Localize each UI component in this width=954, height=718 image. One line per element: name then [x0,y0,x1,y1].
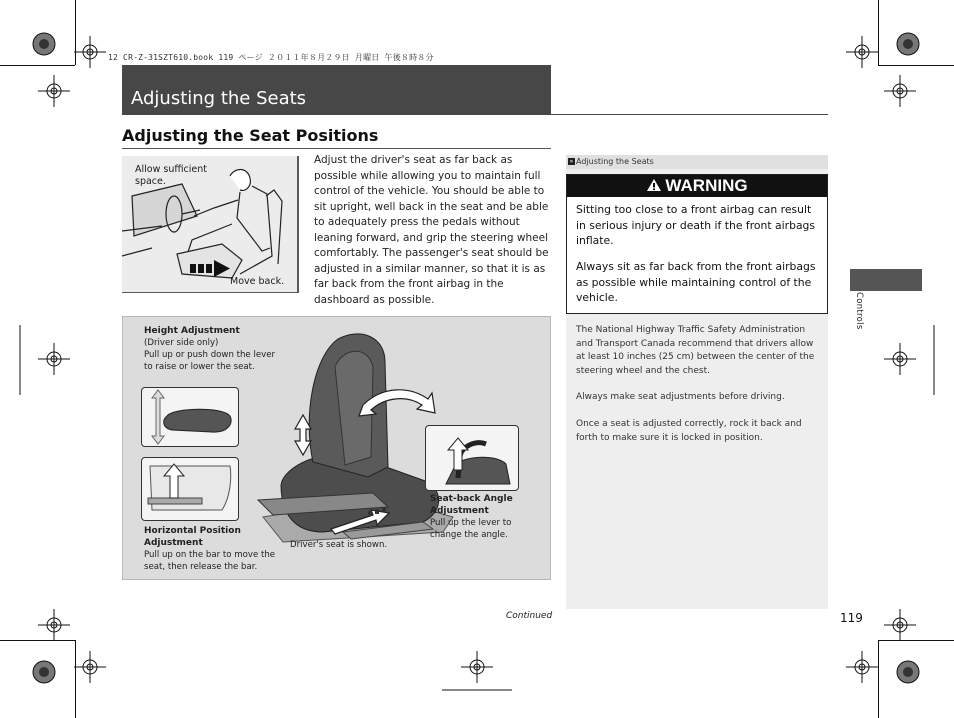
height-adjustment-desc: Pull up or push down the lever to raise or lower the seat. [144,350,276,372]
height-lever-illustration [142,388,238,446]
crop-mark [0,65,75,66]
page-number: 119 [840,611,863,625]
horizontal-adjustment-title: Horizontal Position Adjustment [144,526,241,548]
height-adjustment-subtitle: (Driver side only) [144,338,219,348]
seatback-lever-illustration [426,426,518,490]
move-back-label: Move back. [230,276,285,287]
sidebar-note-nhtsa: The National Highway Traffic Safety Administration and Transport Canada recommend that drivers allow at least 10 inches (25 cm) between the center of the steering wheel and the chest. [576,325,815,376]
chapter-rule [551,114,828,115]
seat-position-paragraph: Adjust the driver's seat as far back as possible while allowing you to maintain full control of the vehicle. You should be able to sit upright, well back in the seat and be able to adequately press the pedals without leaning forward, and grip the steering wheel comfortably. The passenger's seat should be adjusted in a similar manner, so that it is as far back from the front airbag in the dashboard as possible. [314,154,549,306]
figure-caption: Driver's seat is shown. [290,540,388,550]
warning-box [566,174,828,314]
chapter-title: Adjusting the Seats [131,88,307,109]
crop-mark [878,65,954,66]
section-rule [122,148,551,149]
section-title: Adjusting the Seat Positions [122,126,379,145]
chapter-tab [850,269,922,291]
crop-mark [75,640,76,718]
seatback-adjustment-title: Seat-back Angle Adjustment [430,494,513,516]
crop-mark [75,0,76,65]
chapter-tab-label: Controls [854,292,864,330]
reference-arrow-icon: » [569,158,574,165]
warning-text-2: Always sit as far back from the front airbags as possible while maintaining control of the vehicle. [576,260,816,304]
horizontal-adjustment-desc: Pull up on the bar to move the seat, then release the bar. [144,550,276,572]
warning-text-1: Sitting too close to a front airbag can result in serious injury or death if the front airbags inflate. [576,203,816,247]
breadcrumb-label: Adjusting the Seats [576,157,654,166]
crop-mark [878,640,879,718]
warning-triangle-icon [646,178,662,192]
crop-mark [0,640,75,641]
horizontal-bar-illustration [142,458,238,520]
height-adjustment-title: Height Adjustment [144,326,240,336]
continued-label: Continued [506,611,553,621]
driver-position-figure [122,156,299,293]
sidebar-note-rock-seat: Once a seat is adjusted correctly, rock it back and forth to make sure it is locked in position. [576,419,802,443]
allow-space-label: Allow sufficient space. [135,164,207,187]
sidebar-breadcrumb [566,155,828,169]
seatback-adjust-inset [425,425,519,491]
horizontal-adjust-inset [141,457,239,521]
crop-mark [878,640,954,641]
seat-adjustment-figure [122,316,551,580]
horizontal-adjustment-callout [144,525,284,573]
crop-mark [878,0,879,65]
warning-heading: WARNING [665,176,748,195]
warning-header [567,175,827,197]
seatback-adjustment-desc: Pull up the lever to change the angle. [430,518,512,540]
height-adjust-inset [141,387,239,447]
seatback-adjustment-callout [430,493,540,541]
sidebar-note-before-driving: Always make seat adjustments before driving. [576,392,785,402]
height-adjustment-callout [144,325,284,373]
book-meta-line: 12 CR-Z-31SZT610.book 119 ページ ２０１１年８月２９日 月曜日 午後８時８分 [108,53,434,62]
